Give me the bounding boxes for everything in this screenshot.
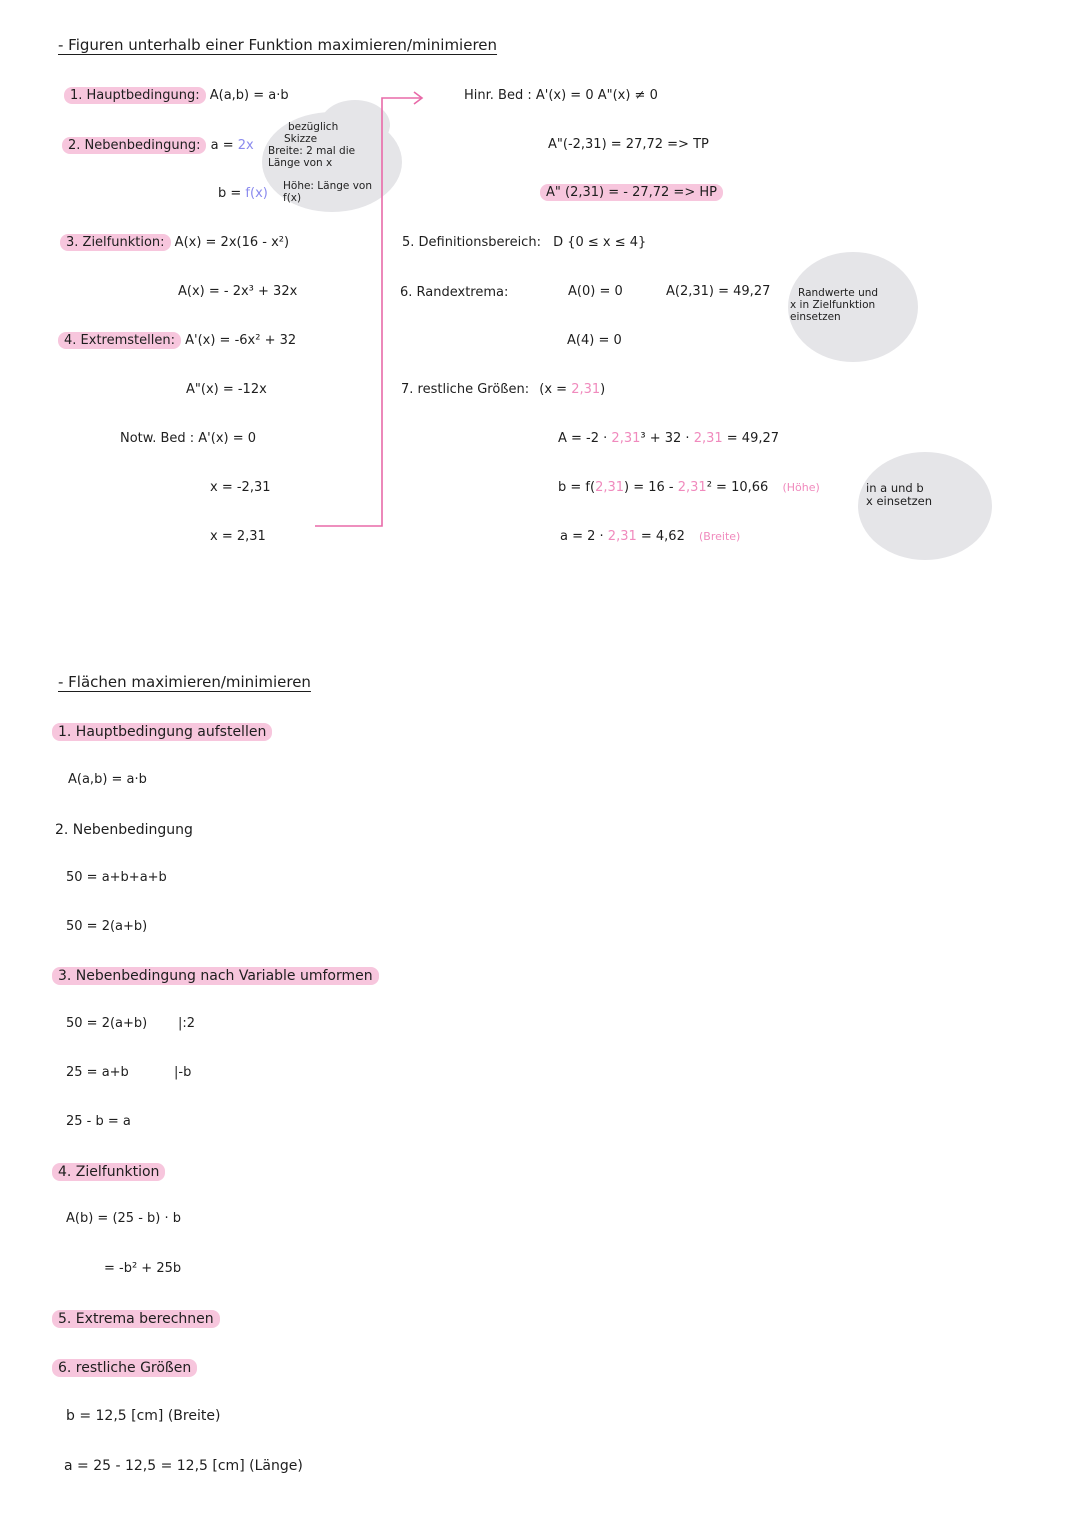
- note-einsetzen-line-1: in a und b: [866, 481, 924, 495]
- flaechen-step-4: [52, 1164, 165, 1180]
- step-4-value: A'(x) = -6x² + 32: [185, 333, 297, 348]
- step-3-row: [60, 236, 289, 251]
- note-skizze-line-2: Skizze: [284, 133, 318, 146]
- step-3-value: A(x) = 2x(16 - x²): [174, 235, 290, 250]
- calc-a2-part-2: = 4,62: [636, 529, 685, 544]
- step-4-row: [58, 334, 296, 349]
- note-einsetzen-line-2: x einsetzen: [866, 494, 932, 509]
- flaechen-step-6-eq-1: b = 12,5 [cm] (Breite): [66, 1408, 221, 1424]
- calc-area: [558, 432, 779, 447]
- step-6-label: 6. Randextrema:: [400, 285, 509, 300]
- step-4-line-2: A"(x) = -12x: [186, 382, 267, 397]
- flaechen-step-3: [52, 968, 379, 984]
- flaechen-step-5: [52, 1311, 220, 1327]
- note-rand-line-2: x in Zielfunktion: [790, 299, 876, 312]
- flaechen-step-3-eq-2: 25 = a+b: [66, 1065, 129, 1080]
- note-rand: [790, 287, 878, 323]
- step-3-line-2: A(x) = - 2x³ + 32x: [178, 284, 298, 299]
- note-hoehe-line-2: f(x): [283, 192, 302, 205]
- a-at-0: A(0) = 0: [568, 284, 623, 299]
- step-5-row: [402, 236, 646, 251]
- note-skizze-line-1: bezüglich: [288, 121, 339, 133]
- flaechen-step-1: [52, 724, 272, 740]
- step-7-label: 7. restliche Größen:: [401, 382, 530, 397]
- flaechen-step-3-eq-1: 50 = 2(a+b): [66, 1016, 148, 1031]
- note-skizze-line-4: Länge von x: [268, 157, 333, 170]
- calc-area-part-1: A = -2 ·: [558, 431, 612, 446]
- calc-b-part-3: ² = 10,66: [706, 480, 769, 495]
- note-rand-line-3: einsetzen: [790, 311, 841, 324]
- step-2-a-prefix: a =: [210, 138, 234, 153]
- step-7-open: (x =: [539, 382, 572, 397]
- connector-arrow-icon: [310, 86, 430, 534]
- x-solution-1: x = -2,31: [210, 480, 271, 495]
- section-heading-figuren: - Figuren unterhalb einer Funktion maximieren/minimieren: [58, 36, 498, 54]
- step-4-label: 4. Extremstellen:: [58, 332, 181, 349]
- step-2-row: [62, 139, 254, 154]
- step-5-label: 5. Definitionsbereich:: [402, 235, 541, 250]
- a-at-4: A(4) = 0: [567, 333, 622, 348]
- calc-b-x-1: 2,31: [595, 480, 625, 495]
- calc-area-part-3: = 49,27: [722, 431, 780, 446]
- flaechen-step-3-op-2: |-b: [174, 1065, 192, 1080]
- flaechen-step-2-eq-1: 50 = a+b+a+b: [66, 870, 167, 885]
- flaechen-step-4-eq-2: = -b² + 25b: [104, 1261, 182, 1276]
- calc-area-x-2: 2,31: [693, 431, 723, 446]
- note-rand-line-1: Randwerte und: [798, 287, 879, 299]
- flaechen-step-5-label: 5. Extrema berechnen: [52, 1310, 220, 1328]
- step-7-close: ): [600, 382, 606, 397]
- step-7-x: 2,31: [571, 382, 601, 397]
- calc-b-x-2: 2,31: [677, 480, 707, 495]
- flaechen-step-3-eq-3: 25 - b = a: [66, 1114, 131, 1129]
- flaechen-step-6-eq-2: a = 25 - 12,5 = 12,5 [cm] (Länge): [64, 1458, 303, 1474]
- calc-area-x-1: 2,31: [611, 431, 641, 446]
- notw-bed: Notw. Bed : A'(x) = 0: [120, 431, 257, 446]
- calc-b-part-1: b = f(: [558, 480, 596, 495]
- step-2-a-value: 2x: [237, 138, 254, 153]
- tp-result: A"(-2,31) = 27,72 => TP: [548, 137, 709, 152]
- calc-area-part-2: ³ + 32 ·: [640, 431, 694, 446]
- x-solution-2: x = 2,31: [210, 529, 266, 544]
- note-einsetzen: [866, 482, 932, 508]
- flaechen-step-2: 2. Nebenbedingung: [55, 822, 193, 838]
- calc-b-part-2: ) = 16 -: [624, 480, 678, 495]
- flaechen-step-1-eq: A(a,b) = a·b: [68, 772, 147, 787]
- flaechen-step-6: [52, 1360, 197, 1376]
- note-hoehe-line-1: Höhe: Länge von: [283, 180, 373, 192]
- hp-result: [540, 186, 723, 201]
- step-3-label: 3. Zielfunktion:: [60, 234, 171, 251]
- flaechen-step-4-eq-1: A(b) = (25 - b) · b: [66, 1211, 181, 1226]
- flaechen-step-3-op-1: |:2: [178, 1016, 196, 1031]
- step-2-b-value: f(x): [245, 186, 268, 201]
- step-2-b-prefix: b =: [218, 186, 242, 201]
- hinr-bed: Hinr. Bed : A'(x) = 0 A"(x) ≠ 0: [464, 88, 658, 103]
- calc-a2-part-1: a = 2 ·: [560, 529, 608, 544]
- step-1-label: 1. Hauptbedingung:: [64, 87, 206, 104]
- step-1-row: [64, 89, 289, 104]
- calc-b-tag: (Höhe): [782, 481, 820, 494]
- step-2-label: 2. Nebenbedingung:: [62, 137, 206, 154]
- flaechen-step-3-label: 3. Nebenbedingung nach Variable umformen: [52, 967, 379, 985]
- note-skizze-line-3: Breite: 2 mal die: [268, 145, 356, 158]
- step-5-value: D {0 ≤ x ≤ 4}: [553, 235, 647, 250]
- flaechen-step-2-eq-2: 50 = 2(a+b): [66, 919, 148, 934]
- hp-result-text: A" (2,31) = - 27,72 => HP: [540, 184, 723, 201]
- flaechen-step-4-label: 4. Zielfunktion: [52, 1163, 165, 1181]
- step-7-row: [401, 383, 605, 398]
- calc-b: [558, 481, 820, 496]
- calc-a2-tag: (Breite): [699, 530, 741, 543]
- calc-a2: [560, 530, 740, 545]
- flaechen-step-6-label: 6. restliche Größen: [52, 1359, 197, 1377]
- step-2-b-row: [218, 187, 268, 202]
- step-1-value: A(a,b) = a·b: [209, 88, 289, 103]
- section-heading-flaechen: - Flächen maximieren/minimieren: [58, 673, 311, 691]
- flaechen-step-1-label: 1. Hauptbedingung aufstellen: [52, 723, 272, 741]
- a-at-231: A(2,31) = 49,27: [666, 284, 771, 299]
- calc-a2-x: 2,31: [607, 529, 637, 544]
